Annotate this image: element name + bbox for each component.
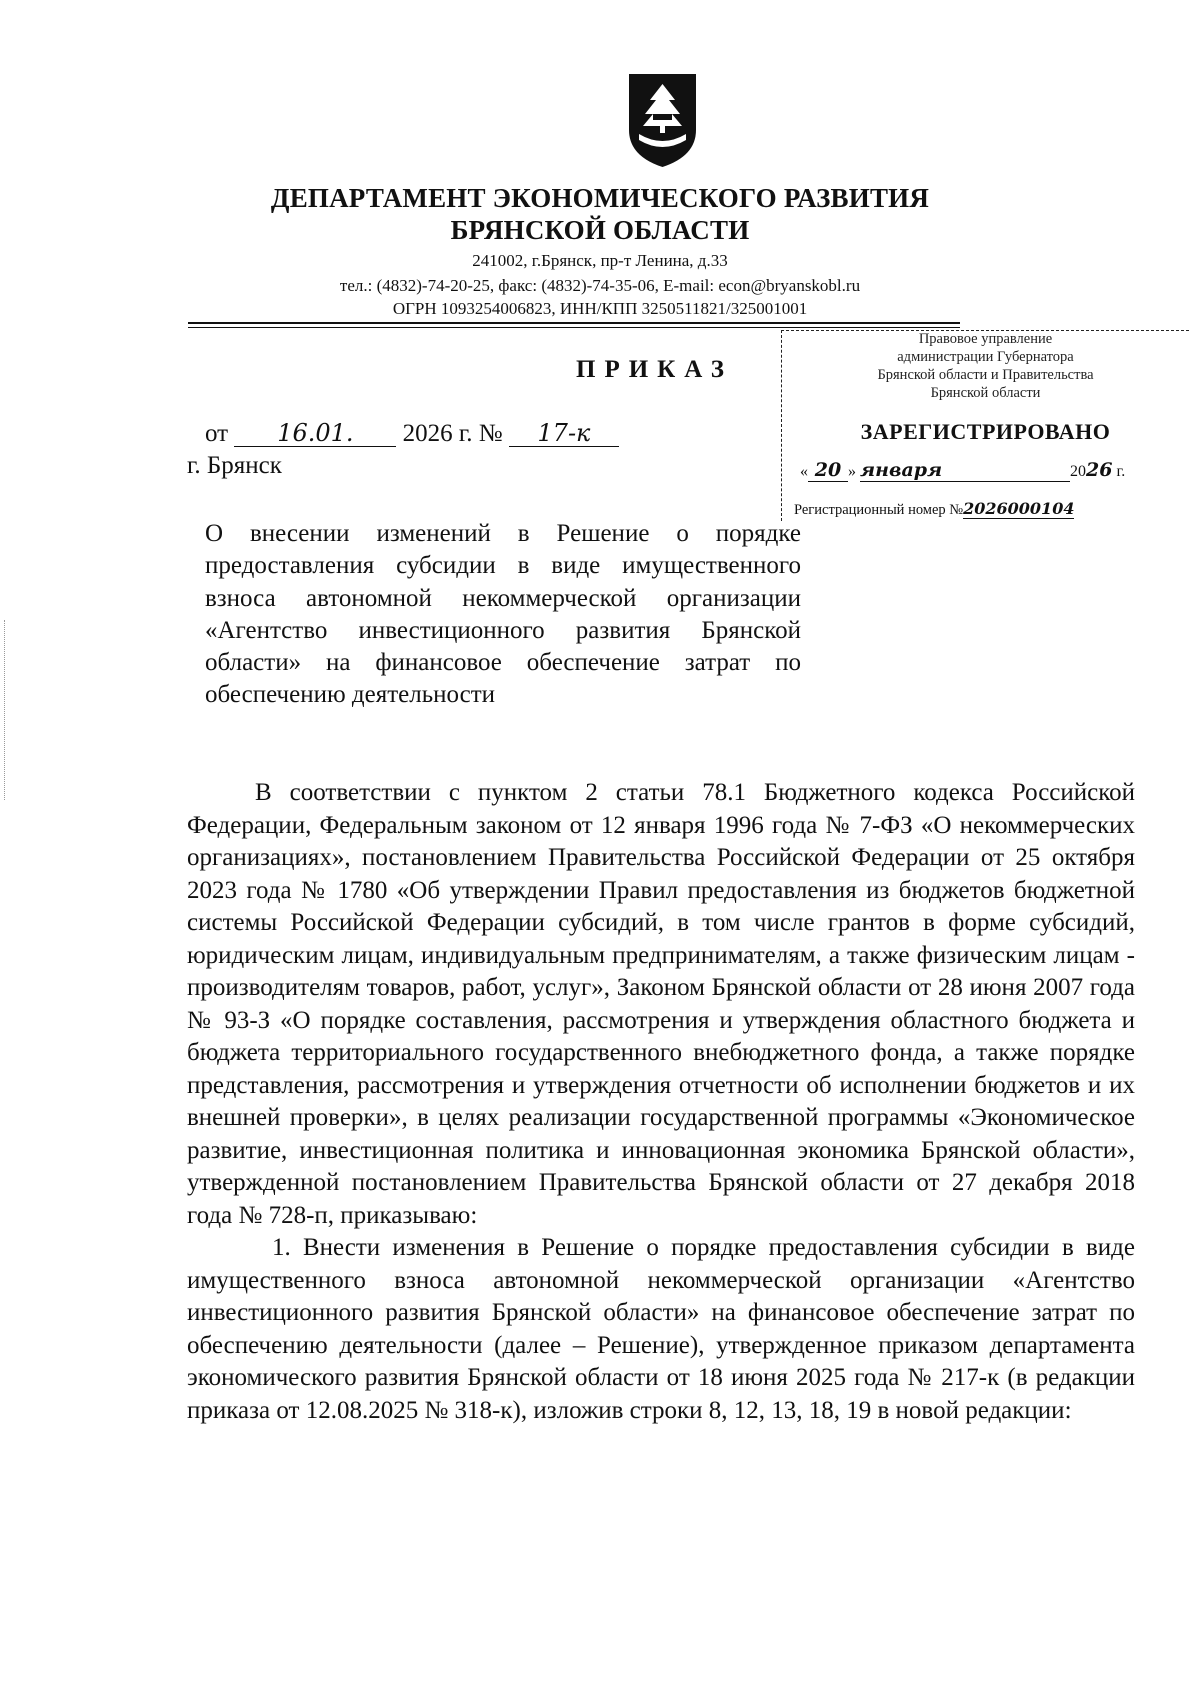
stamp-regnum-label: Регистрационный номер № xyxy=(794,502,964,518)
stamp-org-line3: Брянской области и Правительства xyxy=(877,367,1094,383)
body-paragraph: В соответствии с пунктом 2 статьи 78.1 Бюджетного кодекса Российской Федерации, Федеральным законом от 12 января 1996 года № 7-ФЗ «О некоммерческих организациях», постановлением Правительства Российской Федерации от 25 октября 2023 года № 1780 «Об утверждении Правил предоставления из бюджетов бюджетной системы Российской Федерации субсидий, в том числе грантов в форме субсидий, юридическим лицам, индивидуальным предпринимателям, а также физическим лицам - производителям товаров, работ, услуг», Законом Брянской области от 28 июня 2007 года № 93-З «О порядке составления, рассмотрения и утверждения областного бюджета и бюджета территориального государственного внебюджетного фонда, а также порядке представления, рассмотрения и утверждения отчетности об исполнении бюджетов и их внешней проверки», в целях реализации государственной программы «Экономическое развитие, инвестиционная политика и инновационная экономика Брянской области», утвержденной постановлением Правительства Брянской области от 27 декабря 2018 года № 728-п, приказываю: xyxy=(187,779,1135,1229)
department-ogrn: ОГРН 1093254006823, ИНН/КПП 3250511821/325001001 xyxy=(392,299,808,318)
stamp-org-line4: Брянской области xyxy=(930,385,1041,401)
department-contacts: тел.: (4832)-74-20-25, факс: (4832)-74-35-06, E-mail: econ@bryanskobl.ru xyxy=(339,276,861,295)
stamp-year-hand: 26 xyxy=(1086,459,1113,481)
city: г. Брянск xyxy=(187,452,282,479)
stamp-org-line2: администрации Губернатора xyxy=(897,349,1074,365)
department-address: 241002, г.Брянск, пр-т Ленина, д.33 xyxy=(472,251,728,270)
header-divider-thin xyxy=(188,327,960,328)
department-name-line2: БРЯНСКОЙ ОБЛАСТИ xyxy=(450,215,750,245)
from-label: от xyxy=(205,420,229,447)
document-subject: О внесении изменений в Решение о порядке предоставления субсидии в виде имущественного взноса автономной некоммерческой организации «Агентство инвестиционного развития Брянской области» на финансовое обеспечение затрат по обеспечению деятельности xyxy=(205,520,801,709)
stamp-org-line1: Правовое управление xyxy=(918,331,1053,347)
handwritten-date: 16.01. xyxy=(234,420,396,447)
document-body xyxy=(187,777,1135,1427)
stamp-year-suffix: г. xyxy=(1116,463,1126,480)
date-number-line xyxy=(205,420,619,448)
stamp-day: 20 xyxy=(808,459,848,482)
stamp-date-row: « 20 » января 2026 г. xyxy=(800,459,1126,481)
document-title: ПРИКАЗ xyxy=(576,356,733,383)
year-label: 2026 г. xyxy=(402,420,473,447)
stamp-regnum-row xyxy=(794,499,1074,519)
body-item-1: 1. Внести изменения в Решение о порядке предоставления субсидии в виде имущественного взноса автономной некоммерческой организации «Агентство инвестиционного развития Брянской области» на финансовое обеспечение затрат по обеспечению деятельности (далее – Решение), утвержденное приказом департамента экономического развития Брянской области от 18 июня 2025 года № 217-к (в редакции приказа от 12.08.2025 № 318-к), изложив строки 8, 12, 13, 18, 19 в новой редакции: xyxy=(187,1234,1135,1424)
number-label: № xyxy=(478,420,503,447)
coat-of-arms-icon xyxy=(625,70,700,170)
registration-stamp xyxy=(781,330,1189,521)
stamp-year-print: 20 xyxy=(1070,463,1086,480)
department-name-line1: ДЕПАРТАМЕНТ ЭКОНОМИЧЕСКОГО РАЗВИТИЯ xyxy=(270,183,930,213)
handwritten-number: 17-к xyxy=(509,420,619,447)
stamp-regnum: 2026000104 xyxy=(963,499,1075,518)
scan-margin-marks xyxy=(4,620,9,800)
stamp-month: января xyxy=(860,459,1070,482)
stamp-registered-label: ЗАРЕГИСТРИРОВАНО xyxy=(860,419,1111,444)
header-divider-thick xyxy=(188,322,960,324)
